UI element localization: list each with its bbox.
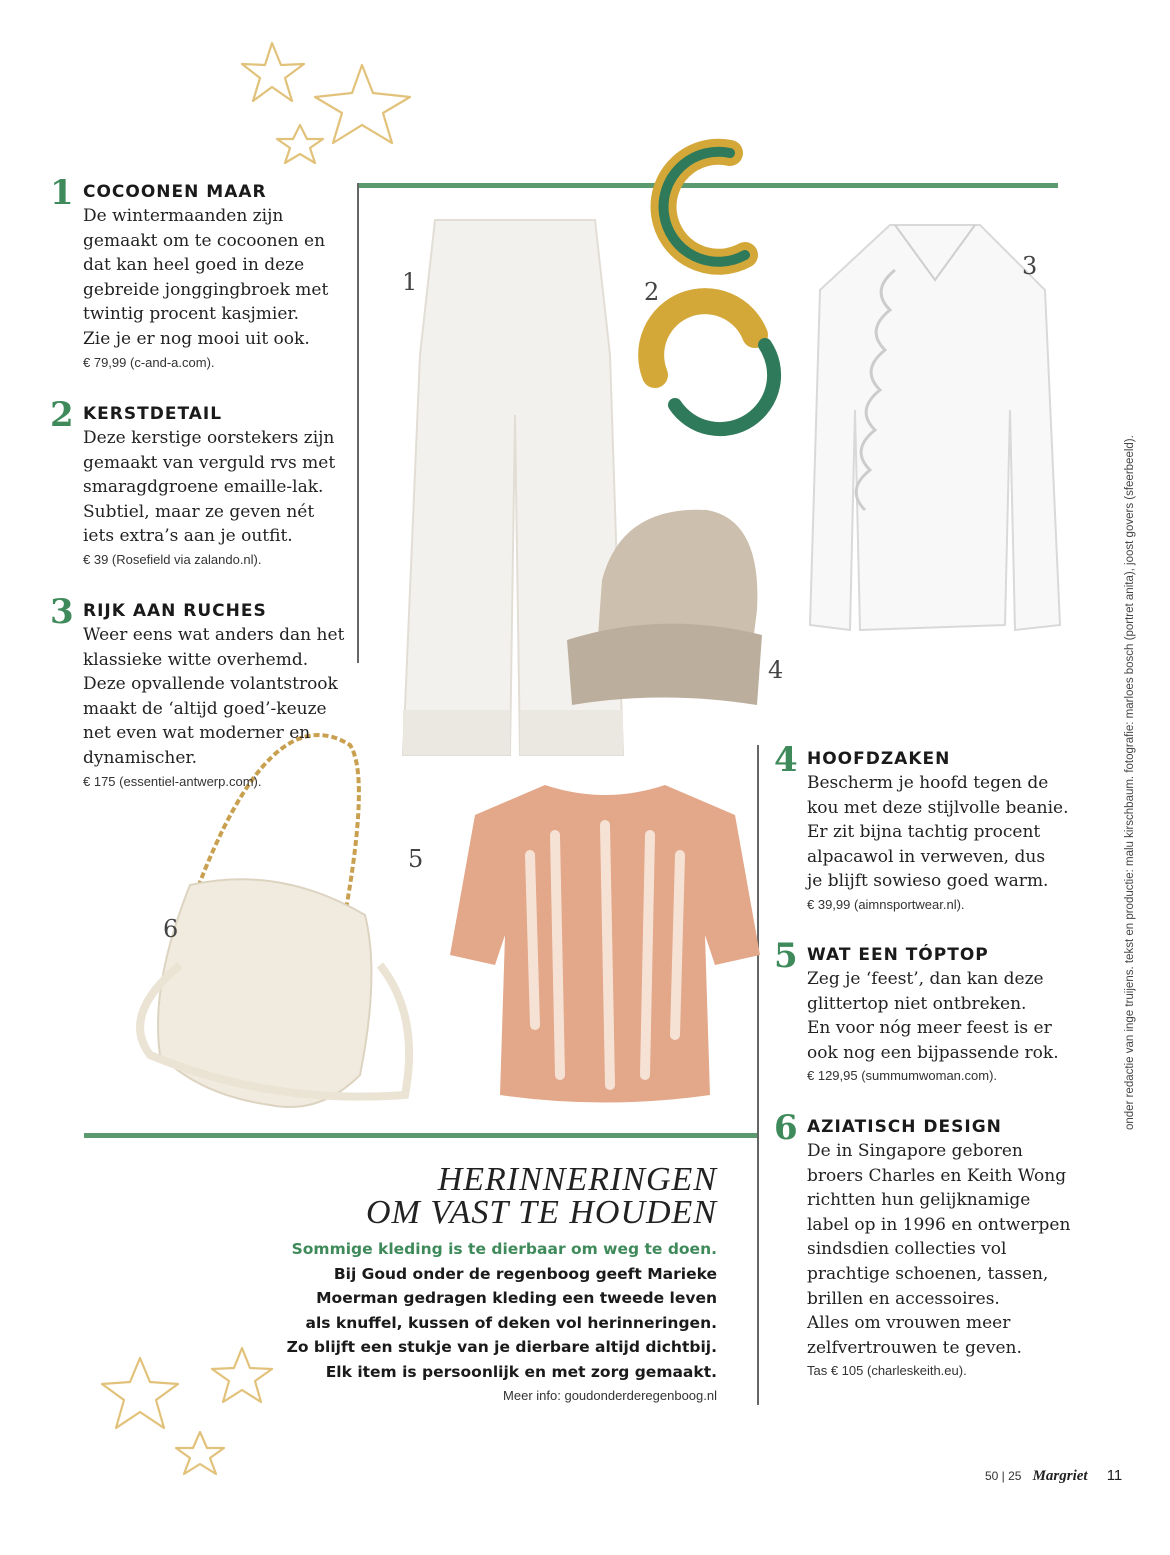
item-price: € 39 (Rosefield via zalando.nl).: [83, 551, 262, 567]
item-price: € 129,95 (summumwoman.com).: [807, 1068, 998, 1084]
star-icon: [102, 1358, 178, 1428]
issue-number: 50 | 25: [985, 1469, 1022, 1483]
item-body: Bescherm je hoofd tegen de kou met deze stijlvolle beanie. Er zit bijna tachtig procent alpacawol in verweven, dus je blijft sowieso goed warm.: [807, 773, 1069, 892]
feature-more-info-link[interactable]: Meer info: goudonderderegenboog.nl: [503, 1388, 717, 1403]
photo-label-4: 4: [768, 656, 784, 684]
page-footer: [985, 1465, 1135, 1485]
photo-label-5: 5: [408, 845, 424, 873]
item-heading: HOOFDZAKEN: [807, 749, 951, 769]
item-body: Zeg je ‘feest’, dan kan deze glittertop niet ontbreken. En voor nóg meer feest is er ook nog een bijpassende rok.: [807, 969, 1059, 1063]
item-heading: KERSTDETAIL: [83, 404, 223, 424]
item-number: 1: [50, 173, 74, 213]
star-icon: [315, 65, 410, 143]
item-heading: COCOONEN MAAR: [83, 182, 267, 202]
shirt-body: [810, 225, 1060, 630]
star-icon: [212, 1348, 272, 1402]
photo-label-3: 3: [1022, 252, 1038, 280]
feature-body: Bij Goud onder de regenboog geeft Marieke Moerman gedragen kleding een tweede leven als knuffel, kussen of deken vol herinneringen. Zo blijft een stukje van je dierbare altijd dichtbij. Elk item is persoonlijk en met zorg gemaakt.: [286, 1264, 717, 1381]
earring-bottom-green: [675, 345, 774, 429]
photo-label-2: 2: [644, 278, 660, 306]
item-body: De wintermaanden zijn gemaakt om te cocoonen en dat kan heel goed in deze gebreide jonggingbroek met twintig procent kasjmier. Zie je er nog mooi uit ook.: [83, 206, 329, 349]
beanie-cuff: [567, 624, 762, 705]
product-beanie-photo: [562, 500, 772, 715]
item-number: 2: [50, 395, 74, 435]
earring-bottom-gold: [651, 301, 755, 375]
star-icon: [277, 125, 323, 163]
feature-lead: Sommige kleding is te dierbaar om weg te doen.: [291, 1240, 717, 1258]
pants-hem-right: [520, 710, 623, 755]
item-body: De in Singapore geboren broers Charles en Keith Wong richtten hun gelijknamige label op in 1996 en ontwerpen sindsdien collecties vol prachtige schoenen, tassen, brillen en accessoires. Alles om vrouwen meer zelfvertrouwen te geven.: [807, 1141, 1071, 1358]
page-number: 11: [1106, 1467, 1123, 1484]
star-icon: [242, 43, 304, 101]
item-price: € 39,99 (aimnsportwear.nl).: [807, 896, 965, 912]
photo-label-1: 1: [402, 268, 418, 296]
item-number: 5: [774, 936, 798, 976]
item-number: 3: [50, 592, 74, 632]
item-number: 4: [774, 740, 798, 780]
item-price: € 175 (essentiel-antwerp.com).: [83, 773, 262, 789]
item-heading: WAT EEN TÓPTOP: [807, 945, 989, 965]
magazine-brand: Margriet: [1032, 1468, 1088, 1484]
star-decoration-bottom: [90, 1340, 280, 1485]
feature-title: HERINNERINGEN OM VAST TE HOUDEN: [365, 1161, 717, 1231]
item-body: Weer eens wat anders dan het klassieke witte overhemd. Deze opvallende volantstrook maakt de ‘altijd goed’-keuze net even wat moderner en dynamischer.: [83, 625, 345, 768]
credits: onder redactie van inge truijens. tekst en productie: malu kirschbaum. fotografie: marloes bosch (portret anita), joost govers (sfeerbeeld).: [1124, 435, 1136, 1130]
product-earrings-photo: [635, 105, 785, 445]
feature-block: [280, 1163, 717, 1403]
item-price: € 79,99 (c-and-a.com).: [83, 354, 215, 370]
item-heading: AZIATISCH DESIGN: [807, 1117, 1002, 1137]
photo-label-6: 6: [163, 915, 179, 943]
star-decoration-top: [240, 35, 430, 170]
item-body: Deze kerstige oorstekers zijn gemaakt van verguld rvs met smaragdgroene emaille-lak. Subtiel, maar ze geven nét iets extra’s aan je outfit.: [83, 428, 336, 547]
bottom-rule: [84, 1133, 759, 1138]
star-icon: [176, 1432, 224, 1474]
item-heading: RIJK AAN RUCHES: [83, 601, 267, 621]
product-top-photo: [435, 775, 775, 1110]
item-price: Tas € 105 (charleskeith.eu).: [807, 1363, 967, 1379]
item-number: 6: [774, 1108, 798, 1148]
